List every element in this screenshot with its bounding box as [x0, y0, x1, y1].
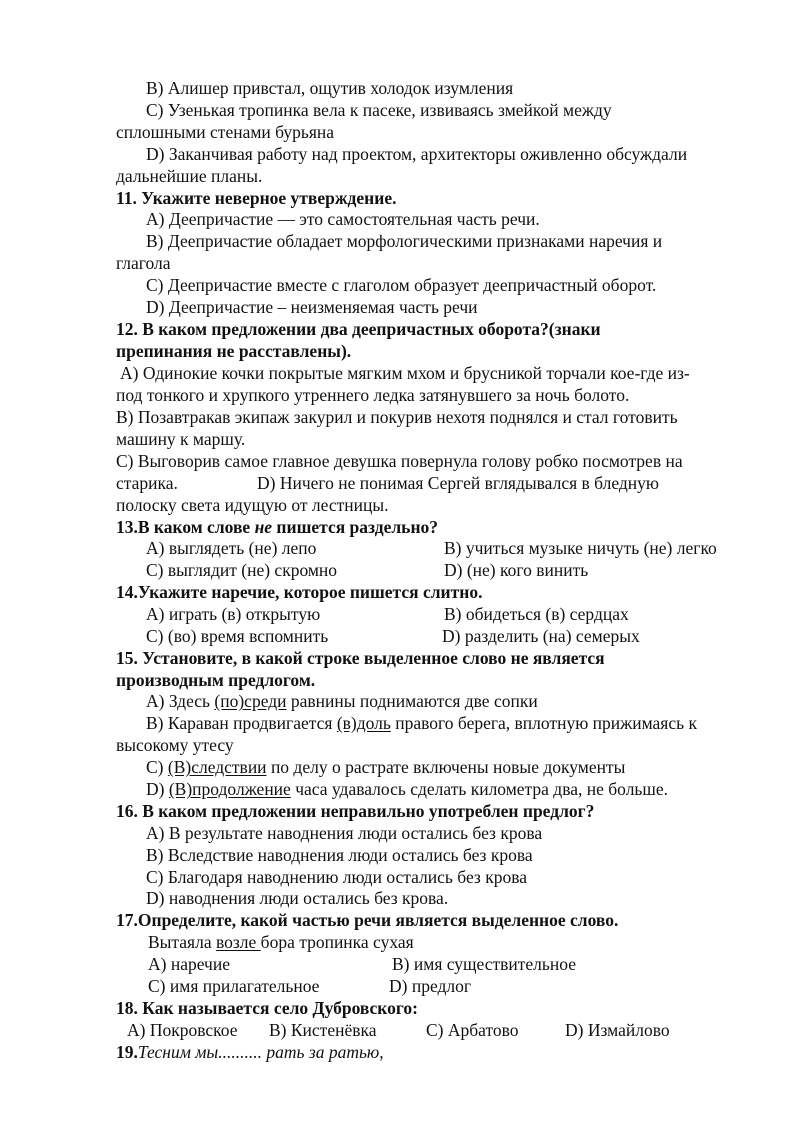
q13-option-b: B) учиться музыке ничуть (не) легко: [444, 538, 717, 558]
q12-option-b-line1: B) Позавтракав экипаж закурил и покурив нехотя поднялся и стал готовить: [116, 407, 678, 427]
q15-option-b-line1: [146, 712, 697, 734]
q16-option-a: A) В результате наводнения люди остались без крова: [146, 823, 543, 843]
q11-option-b-line1: B) Деепричастие обладает морфологическими признаками наречия и: [146, 231, 663, 251]
q15-option-b-end: правого берега, вплотную прижимаясь к: [390, 713, 697, 733]
q11-option-b-line2: глагола: [116, 253, 171, 273]
q15-title-line2: производным предлогом.: [116, 670, 316, 690]
q15-option-b-line2: высокому утесу: [116, 735, 234, 755]
q19-text: Тесним мы.......... рать за ратью,: [137, 1042, 384, 1062]
q11-title: 11. Укажите неверное утверждение.: [116, 188, 397, 208]
q15-option-b-start: B) Караван продвигается: [146, 713, 337, 733]
q15-option-d-end: часа удавалось сделать километра два, не больше.: [290, 779, 669, 799]
q17-option-a: A) наречие: [148, 954, 230, 974]
q13-title: [116, 516, 438, 538]
q17-title: 17.Определите, какой частью речи является выделенное слово.: [116, 910, 619, 930]
q17-option-c: C) имя прилагательное: [148, 976, 320, 996]
q15-option-d: [146, 778, 668, 800]
q17-highlighted-word: возле: [215, 932, 261, 952]
q15-option-d-start: D): [146, 779, 169, 799]
q15-title-line1: 15. Установите, в какой строке выделенное слово не является: [116, 648, 605, 668]
q12-option-d-line2: полоску света идущую от лестницы.: [116, 495, 389, 515]
q14-title: 14.Укажите наречие, которое пишется слитно.: [116, 582, 483, 602]
q10-option-d-line1: D) Заканчивая работу над проектом, архитекторы оживленно обсуждали: [146, 144, 688, 164]
q15-option-c: [146, 756, 625, 778]
q12-option-d-line1: D) Ничего не понимая Сергей вглядывался в бледную: [257, 473, 659, 493]
q13-option-c: C) выглядит (не) скромно: [146, 560, 338, 580]
q15-option-c-end: по делу о растрате включены новые документы: [266, 757, 626, 777]
q10-option-b: B) Алишер привстал, ощутив холодок изумления: [146, 78, 514, 98]
q12-title-line2: препинания не расставлены).: [116, 341, 352, 361]
q13-option-a: A) выглядеть (не) лепо: [146, 538, 317, 558]
q12-option-c-line2: старика.: [116, 473, 178, 493]
q15-option-d-highlighted-word: (В)продолжение: [168, 779, 291, 799]
q18-option-b: B) Кистенёвка: [269, 1020, 377, 1040]
q15-option-a-highlighted-word: (по)среди: [214, 691, 287, 711]
q16-option-c: C) Благодаря наводнению люди остались без крова: [146, 867, 528, 887]
q12-option-a-line2: под тонкого и хрупкого утреннего ледка затянувшего за ночь болото.: [116, 385, 630, 405]
q17-sentence: [148, 931, 414, 953]
q15-option-a-end: равнины поднимаются две сопки: [286, 691, 538, 711]
q13-title-end: пишется раздельно?: [272, 517, 439, 537]
q12-option-a-line1: A) Одинокие кочки покрытые мягким мхом и брусникой торчали кое-где из-: [120, 363, 690, 383]
q15-option-a: [146, 690, 538, 712]
q15-option-c-highlighted-word: (В)следствии: [167, 757, 267, 777]
q12-option-b-line2: машину к маршу.: [116, 429, 246, 449]
q16-title: 16. В каком предложении неправильно употреблен предлог?: [116, 801, 595, 821]
q14-option-d: D) разделить (на) семерых: [442, 626, 640, 646]
q17-option-b: B) имя существительное: [392, 954, 576, 974]
q18-title: 18. Как называется село Дубровского:: [116, 998, 419, 1018]
q16-option-d: D) наводнения люди остались без крова.: [146, 888, 449, 908]
q10-option-d-line2: дальнейшие планы.: [116, 166, 263, 186]
q11-option-a: A) Деепричастие — это самостоятельная часть речи.: [146, 209, 540, 229]
q11-option-d: D) Деепричастие – неизменяемая часть речи: [146, 297, 478, 317]
q17-sentence-start: Вытаяла: [148, 932, 216, 952]
q18-option-c: C) Арбатово: [426, 1020, 519, 1040]
q15-option-b-highlighted-word: (в)доль: [336, 713, 391, 733]
q14-option-a: A) играть (в) открытую: [146, 604, 321, 624]
q15-option-c-start: C): [146, 757, 168, 777]
q17-sentence-end: бора тропинка сухая: [260, 932, 414, 952]
q15-option-a-start: A) Здесь: [146, 691, 215, 711]
q12-title-line1: 12. В каком предложении два деепричастных оборота?(знаки: [116, 319, 601, 339]
q17-option-d: D) предлог: [389, 976, 472, 996]
q18-option-a: A) Покровское: [127, 1020, 238, 1040]
q14-option-b: B) обидеться (в) сердцах: [444, 604, 629, 624]
q11-option-c: C) Деепричастие вместе с глаголом образует деепричастный оборот.: [146, 275, 657, 295]
q13-title-start: 13.В каком слове: [116, 517, 255, 537]
q18-option-d: D) Измайлово: [565, 1020, 670, 1040]
q10-option-c-line2: сплошными стенами бурьяна: [116, 122, 335, 142]
q13-option-d: D) (не) кого винить: [444, 560, 589, 580]
q14-option-c: C) (во) время вспомнить: [146, 626, 329, 646]
q19-number: 19.: [116, 1042, 138, 1062]
q19-line: [116, 1041, 384, 1063]
q10-option-c-line1: C) Узенькая тропинка вела к пасеке, извиваясь змейкой между: [146, 100, 612, 120]
q13-title-emphasis: не: [254, 517, 273, 537]
q12-option-c-line1: C) Выговорив самое главное девушка повернула голову робко посмотрев на: [116, 451, 683, 471]
q16-option-b: B) Вследствие наводнения люди остались без крова: [146, 845, 533, 865]
